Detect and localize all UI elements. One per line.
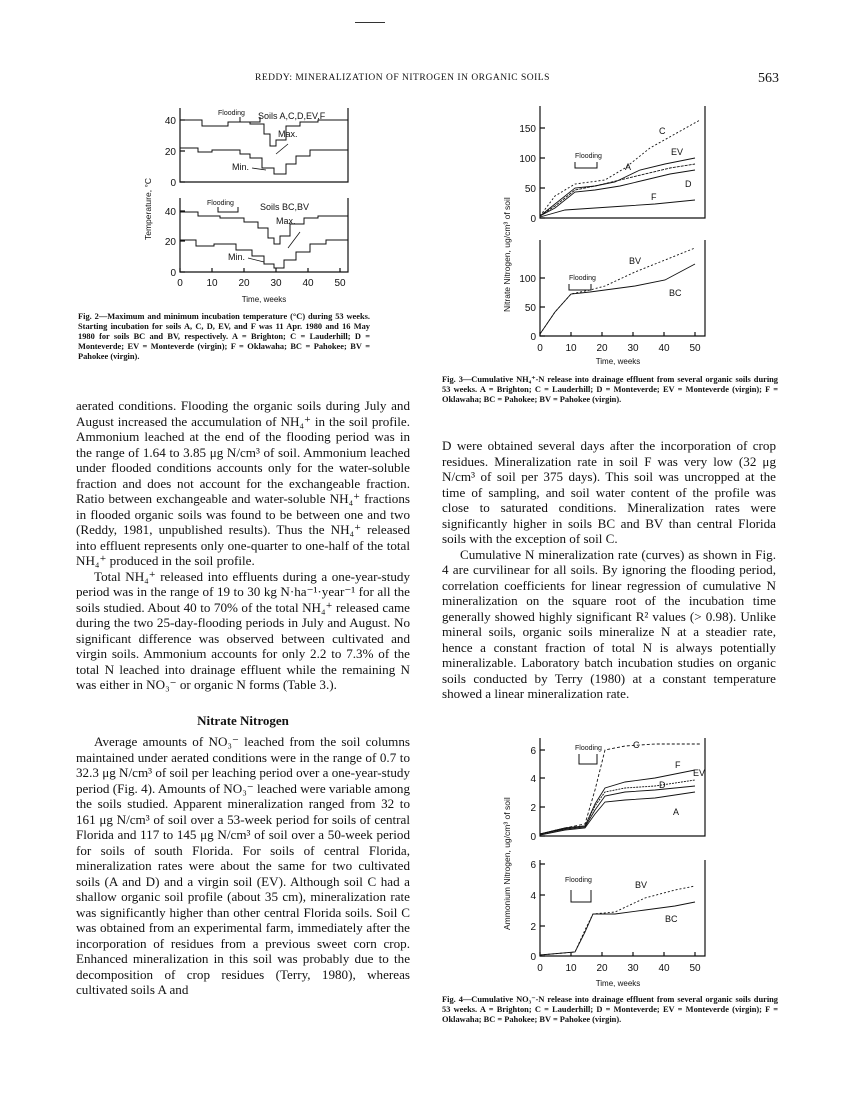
fig3-xtick: 10 — [565, 343, 577, 354]
fig3-xtick: 50 — [689, 343, 701, 354]
fig3-xtick: 40 — [658, 343, 670, 354]
fig2-bottom-ytick: 40 — [164, 207, 176, 218]
fig4-top-ytick: 2 — [530, 803, 536, 814]
fig2-top-ytick: 20 — [164, 147, 176, 158]
fig3-xtick: 0 — [537, 343, 543, 354]
fig4-bottom-ytick: 0 — [530, 952, 536, 963]
fig3-xtick: 20 — [596, 343, 608, 354]
fig4-series-label-d: D — [659, 780, 666, 790]
fig4-xtick: 30 — [627, 963, 639, 974]
fig4-bottom-flooding-label: Flooding — [565, 877, 592, 884]
fig2-xlabel: Time, weeks — [241, 295, 287, 304]
fig4-series-label-bv: BV — [635, 880, 648, 890]
fig2-top-ytick: 40 — [164, 116, 176, 127]
fig3-xtick: 30 — [627, 343, 639, 354]
fig3-series-label-a: A — [625, 162, 632, 172]
fig3-top-ytick: 0 — [530, 214, 536, 225]
fig2-bottom-ytick: 20 — [164, 237, 176, 248]
right-column — [442, 438, 776, 702]
fig2-bottom-soils-label: Soils BC,BV — [260, 202, 310, 212]
fig4-top-flooding-label: Flooding — [575, 745, 602, 752]
fig4-xtick: 10 — [565, 963, 577, 974]
left-para-3: Average amounts of NO₃⁻ leached from the soil columns maintained under aerated conditions were in the range of 0.7 to 32.3 μg N/cm³ of soil per leaching period over a one-year-study period (Fig. 4). Amounts of NO₃⁻ leached were variable among the soils studied. Apparent mineralization ranged from 32 to 161 μg N/cm³ of soil over a 53-week period for soils of central Florida and 117 to 145 μg N/cm³ of soil over a 50-week period for soils of south Florida. For soils of central Florida, mineralization rates were about the same for two cultivated soils (A and D) and a virgin soil (EV). Although soil C had a shallow organic soil profile (about 35 cm), mineralization rate was significantly higher than other central Florida soils. Soil C was obtained from an experimental farm, immediately after the incorporation of residues from a previous sweet corn crop. Enhanced mineralization in this soil was probably due to the decomposition of crop residues (Terry, 1980), whereas cultivated soils A and — [76, 734, 410, 997]
fig4-top-ytick: 6 — [530, 746, 536, 757]
page-number: 563 — [758, 71, 779, 86]
fig4-series-label-c: C — [633, 740, 640, 750]
fig3-bottom-ytick: 100 — [519, 274, 536, 285]
fig2-ylabel: Temperature, °C — [143, 178, 153, 240]
fig4-ylabel: Ammonium Nitrogen, ug/cm³ of soil — [502, 797, 512, 930]
fig2-xtick: 20 — [238, 278, 250, 289]
fig2-top-max-label: Max. — [278, 129, 298, 139]
fig2-top-soils-label: Soils A,C,D,EV,F — [258, 111, 326, 121]
fig4-bottom-ytick: 2 — [530, 922, 536, 933]
fig3-series-label-f: F — [651, 192, 657, 202]
fig2-xtick: 10 — [206, 278, 218, 289]
fig2-xtick: 50 — [334, 278, 346, 289]
fig2-bottom-flooding-label: Flooding — [207, 200, 234, 207]
section-heading-nitrate: Nitrate Nitrogen — [197, 712, 289, 728]
running-head: REDDY: MINERALIZATION OF NITROGEN IN ORGANIC SOILS — [255, 73, 550, 83]
fig2-top-min-label: Min. — [232, 162, 250, 172]
fig4-bottom-ytick: 6 — [530, 860, 536, 871]
fig4-series-label-a: A — [673, 807, 680, 817]
fig4-xtick: 0 — [537, 963, 543, 974]
fig2-caption: Fig. 2—Maximum and minimum incubation temperature (°C) during 53 weeks. Starting incubation for soils A, C, D, EV, and F was 11 Apr. 1980 and 16 May 1980 for soils BC and BV, respectively. A = Brighton; C = Lauderhill; D = Monteverde; EV = Monteverde (virgin); F = Oklawaha; BC = Pahokee; BV = Pahokee (virgin). — [78, 312, 370, 361]
fig4-top-ytick: 4 — [530, 774, 536, 785]
fig4-caption: Fig. 4—Cumulative NO₃⁻-N release into drainage effluent from several organic soils during 53 weeks. A = Brighton; C = Lauderhill; D = Monteverde; EV = Monteverde (virgin); F = Oklawaha; BC = Pahokee; BV = Pahokee (virgin). — [442, 995, 778, 1024]
fig4-xtick: 40 — [658, 963, 670, 974]
fig3-top-ytick: 150 — [519, 124, 536, 135]
fig2-top-flooding-label: Flooding — [218, 110, 245, 117]
left-column — [76, 398, 410, 998]
fig4-xtick: 20 — [596, 963, 608, 974]
header-rule — [355, 22, 385, 23]
fig3-bottom-ytick: 0 — [530, 332, 536, 343]
fig3-series-label-ev: EV — [671, 147, 684, 157]
fig2-top-ytick: 0 — [170, 178, 176, 189]
fig3-series-label-d: D — [685, 179, 692, 189]
fig3-ylabel: Nitrate Nitrogen, ug/cm³ of soil — [502, 197, 512, 312]
fig2-xtick: 40 — [302, 278, 314, 289]
fig3-bottom-ytick: 50 — [524, 303, 536, 314]
fig2-xtick: 0 — [177, 278, 183, 289]
fig3-series-label-bv: BV — [629, 256, 642, 266]
fig3-caption: Fig. 3—Cumulative NH₄⁺-N release into drainage effluent from several organic soils during 53 weeks. A = Brighton; C = Lauderhill; D = Monteverde; EV = Monteverde (virgin); F = Oklawaha; BC = Pahokee; BV = Pahokee (virgin). — [442, 375, 778, 404]
fig4-xtick: 50 — [689, 963, 701, 974]
fig4-series-label-f: F — [675, 760, 681, 770]
left-para-1: aerated conditions. Flooding the organic soils during July and August increased the accumulation of NH₄⁺ in the soil profile. Ammonium leached at the end of the flooding period was in the range of 1.64 to 3.85 μg N/cm³ of soil. Ammonium leached under flooded conditions accounts only for the water-soluble fraction and does not account for the exchangeable fraction. Ratio between exchangeable and water-soluble NH₄⁺ fractions in flooded organic soils was found to be between one and two (Reddy, 1981, unpublished results). Thus the NH₄⁺ released into effluent represents only one-quarter to one-half of the total NH₄⁺ produced in the soil profile. — [76, 398, 410, 568]
right-para-1: D were obtained several days after the incorporation of crop residues. Mineralization rate in soil F was very low (32 μg N/cm³ of soil per 375 days). This soil was uncropped at the time of sampling, and soil water content of the profile was close to saturated conditions. Mineralization rates were significantly higher in soils BC and BV than central Florida soils with the exception of soil C. — [442, 438, 776, 546]
fig2-bottom-min-label: Min. — [228, 252, 246, 262]
fig4-bottom-ytick: 4 — [530, 891, 536, 902]
fig2-bottom-max-label: Max. — [276, 216, 296, 226]
fig3-series-label-bc: BC — [669, 288, 682, 298]
fig3-series-label-c: C — [659, 126, 666, 136]
fig3-top-ytick: 50 — [524, 184, 536, 195]
right-para-2: Cumulative N mineralization rate (curves) as shown in Fig. 4 are curvilinear for all soils. By ignoring the flooding period, correlation coefficients for linear regression of cumulative N mineralization on the square root of the incubation time generally showed highly significant R² values (> 0.98). Unlike mineral soils, organic soils mineralize N at a steadier rate, hence a constant fraction of total N is always potentially mineralizable. Laboratory batch incubation studies on organic soils conducted by Terry (1980) at a constant temperature showed a linear mineralization rate. — [442, 546, 776, 701]
fig4-ammonium-chart — [495, 730, 720, 992]
fig4-top-ytick: 0 — [530, 832, 536, 843]
fig2-xtick: 30 — [270, 278, 282, 289]
fig2-temperature-chart — [140, 100, 370, 310]
left-para-2: Total NH₄⁺ released into effluents during a one-year-study period was in the range of 19 to 30 kg N·ha⁻¹·year⁻¹ for all the soils studied. About 40 to 70% of the total NH₄⁺ released came during the two 25-day-flooding periods in July and August. No significant difference was observed between cultivated and virgin soils. Ammonium accounts for only 2.2 to 7.3% of the total N leached into drainage effluent while the remaining N was either in NO₃⁻ or organic N forms (Table 3.). — [76, 568, 410, 692]
fig3-top-flooding-label: Flooding — [575, 153, 602, 160]
fig4-series-label-ev: EV — [693, 768, 706, 778]
fig3-xlabel: Time, weeks — [595, 357, 641, 366]
fig3-nitrate-chart — [495, 100, 720, 370]
fig3-bottom-flooding-label: Flooding — [569, 275, 596, 282]
fig4-xlabel: Time, weeks — [595, 979, 641, 988]
fig4-series-label-bc: BC — [665, 914, 678, 924]
fig2-bottom-ytick: 0 — [170, 268, 176, 279]
fig3-top-ytick: 100 — [519, 154, 536, 165]
